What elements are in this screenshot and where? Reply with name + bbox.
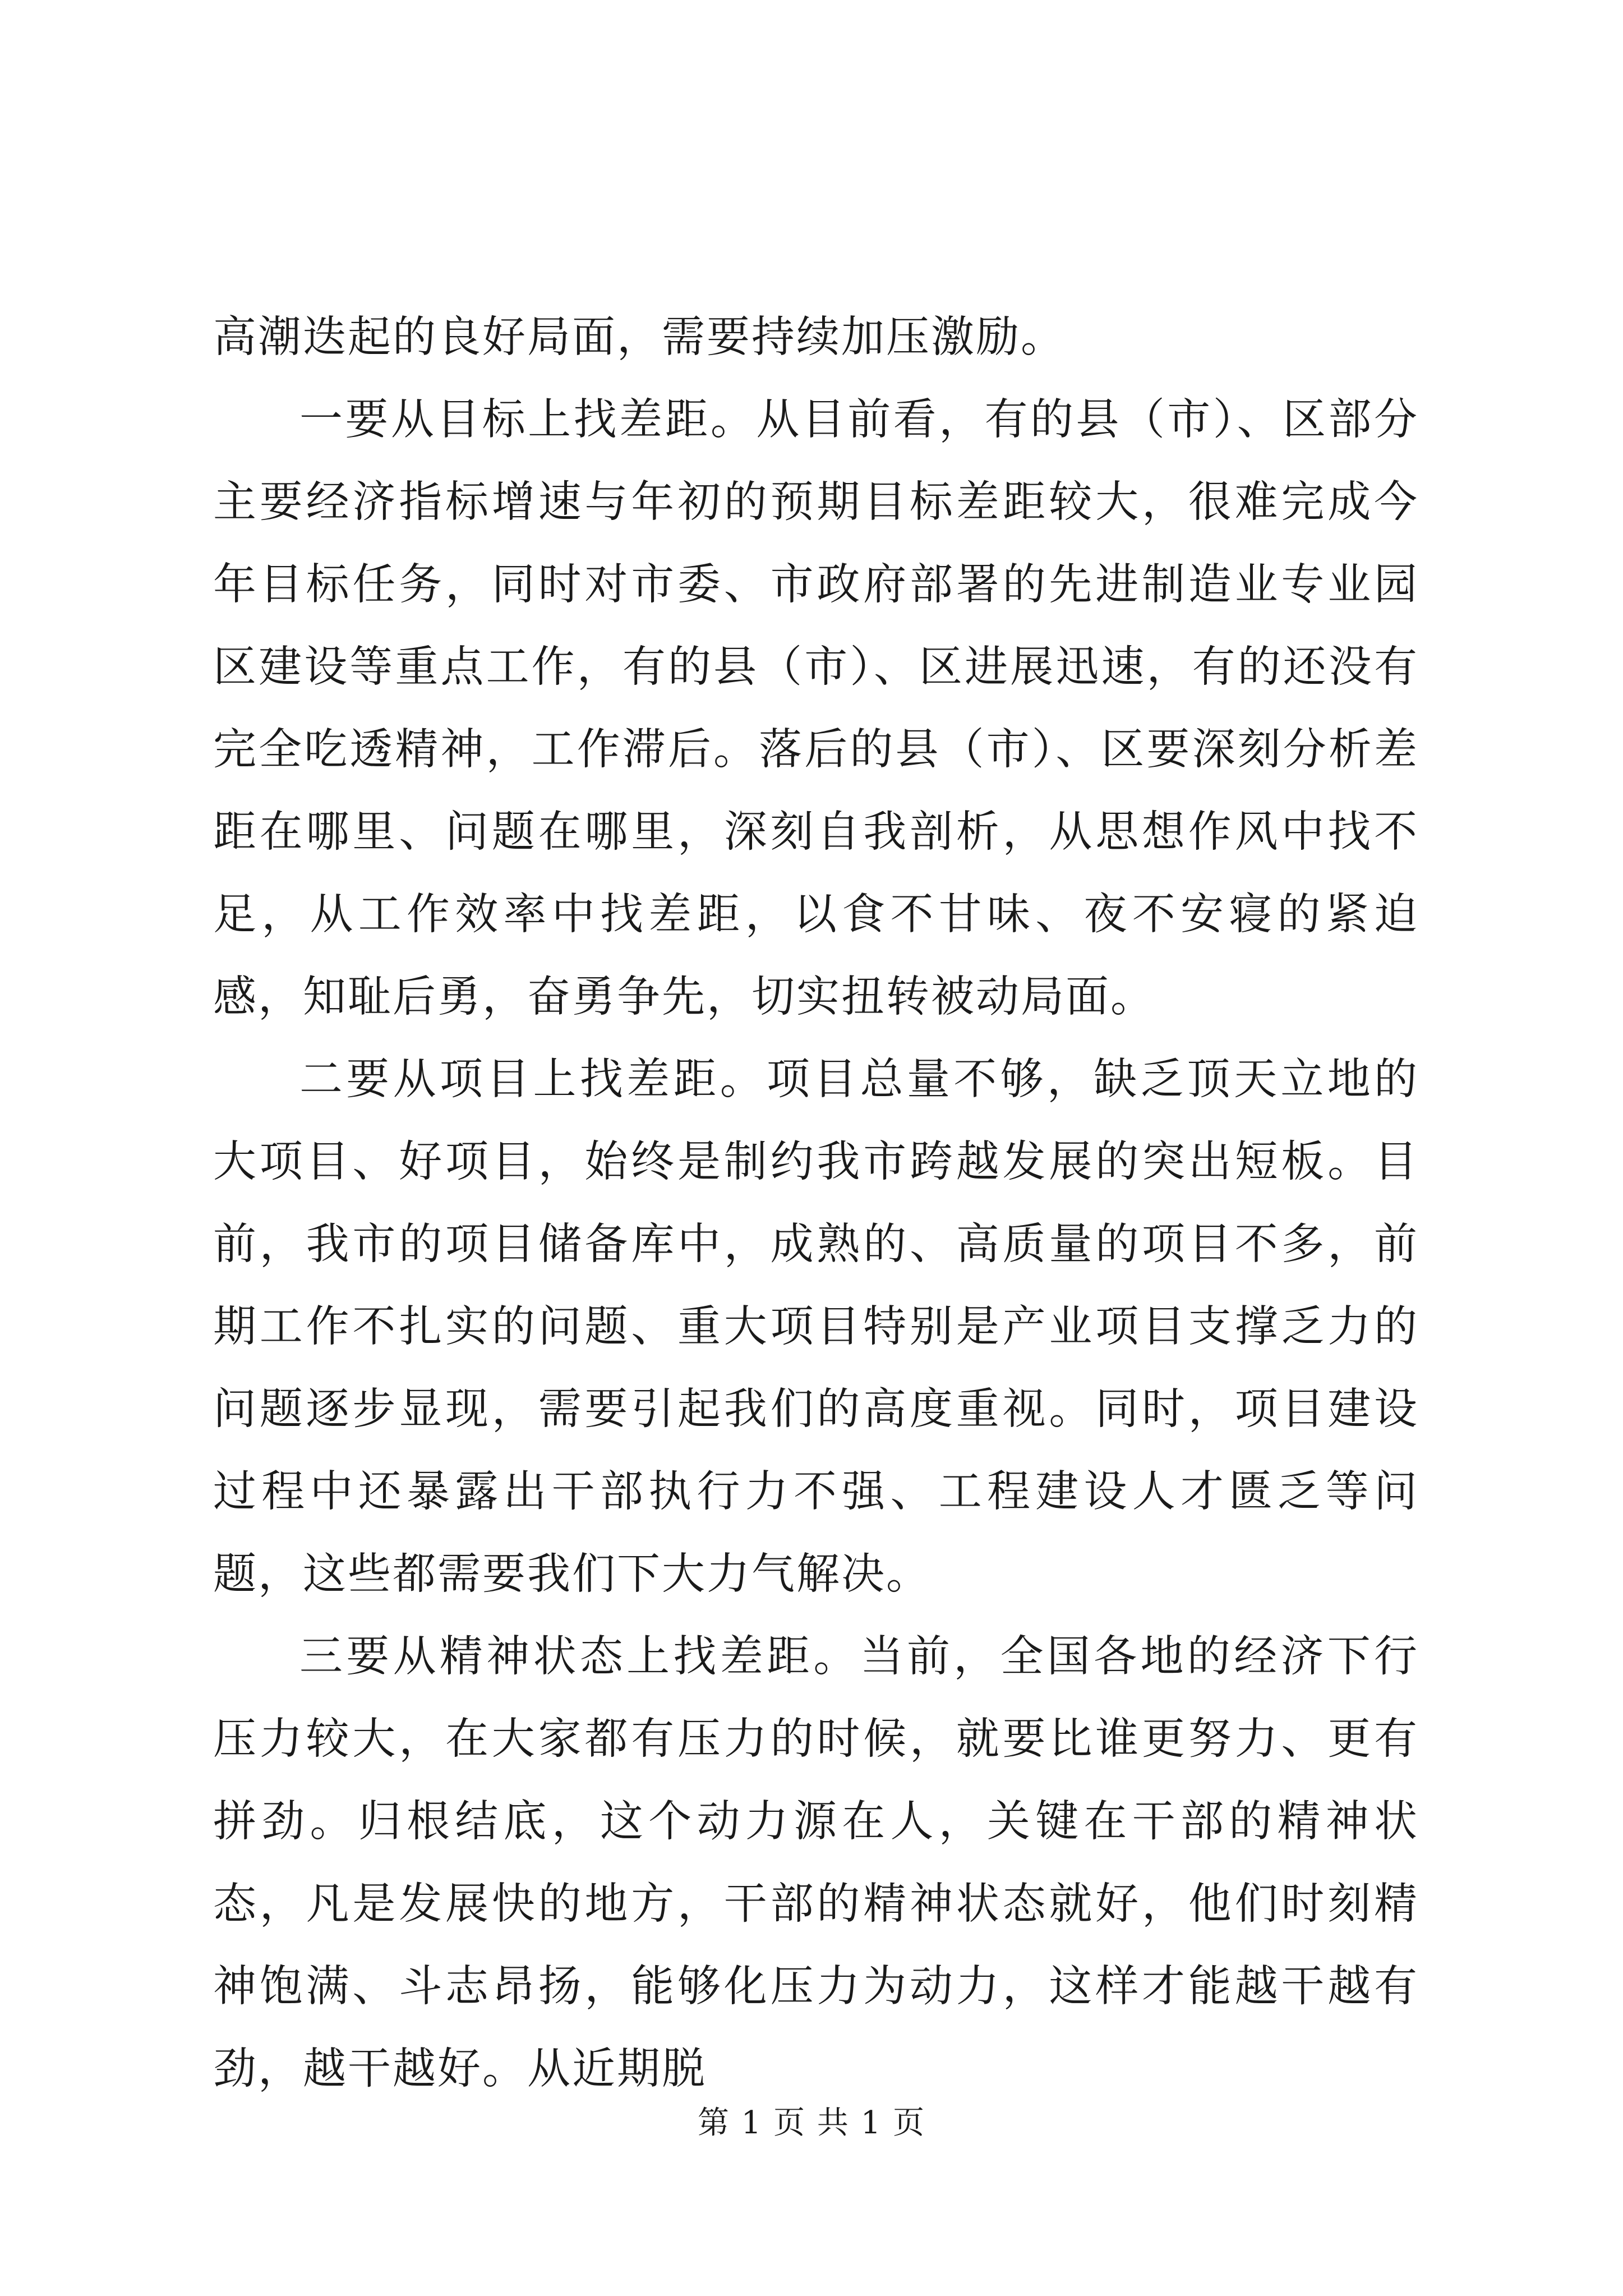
paragraph-project-gap: 二要从项目上找差距。项目总量不够，缺乏顶天立地的大项目、好项目，始终是制约我市跨越发展的突出短板。目前，我市的项目储备库中，成熟的、高质量的项目不多，前期工作不扎实的问题、重大项目特别是产业项目支撑乏力的问题逐步显现，需要引起我们的高度重视。同时，项目建设过程中还暴露出干部执行力不强、工程建设人才匮乏等问题，这些都需要我们下大力气解决。 — [213, 1055, 1419, 1599]
document-body — [213, 296, 1419, 2110]
paragraph-goal-gap: 一要从目标上找差距。从目前看，有的县（市）、区部分主要经济指标增速与年初的预期目标差距较大，很难完成今年目标任务，同时对市委、市政府部署的先进制造业专业园区建设等重点工作，有的县（市）、区进展迅速，有的还没有完全吃透精神，工作滞后。落后的县（市）、区要深刻分析差距在哪里、问题在哪里，深刻自我剖析，从思想作风中找不足，从工作效率中找差距，以食不甘味、夜不安寝的紧迫感，知耻后勇，奋勇争先，切实扭转被动局面。 — [213, 395, 1419, 1022]
paragraph-continuation: 高潮迭起的良好局面，需要持续加压激励。 — [213, 312, 1066, 362]
page-footer: 第 1 页 共 1 页 — [697, 2105, 926, 2141]
paragraph-spirit-gap: 三要从精神状态上找差距。当前，全国各地的经济下行压力较大，在大家都有压力的时候，就要比谁更努力、更有拼劲。归根结底，这个动力源在人，关键在干部的精神状态，凡是发展快的地方，干部的精神状态就好，他们时刻精神饱满、斗志昂扬，能够化压力为动力，这样才能越干越有劲，越干越好。从近期脱 — [213, 1632, 1419, 2094]
